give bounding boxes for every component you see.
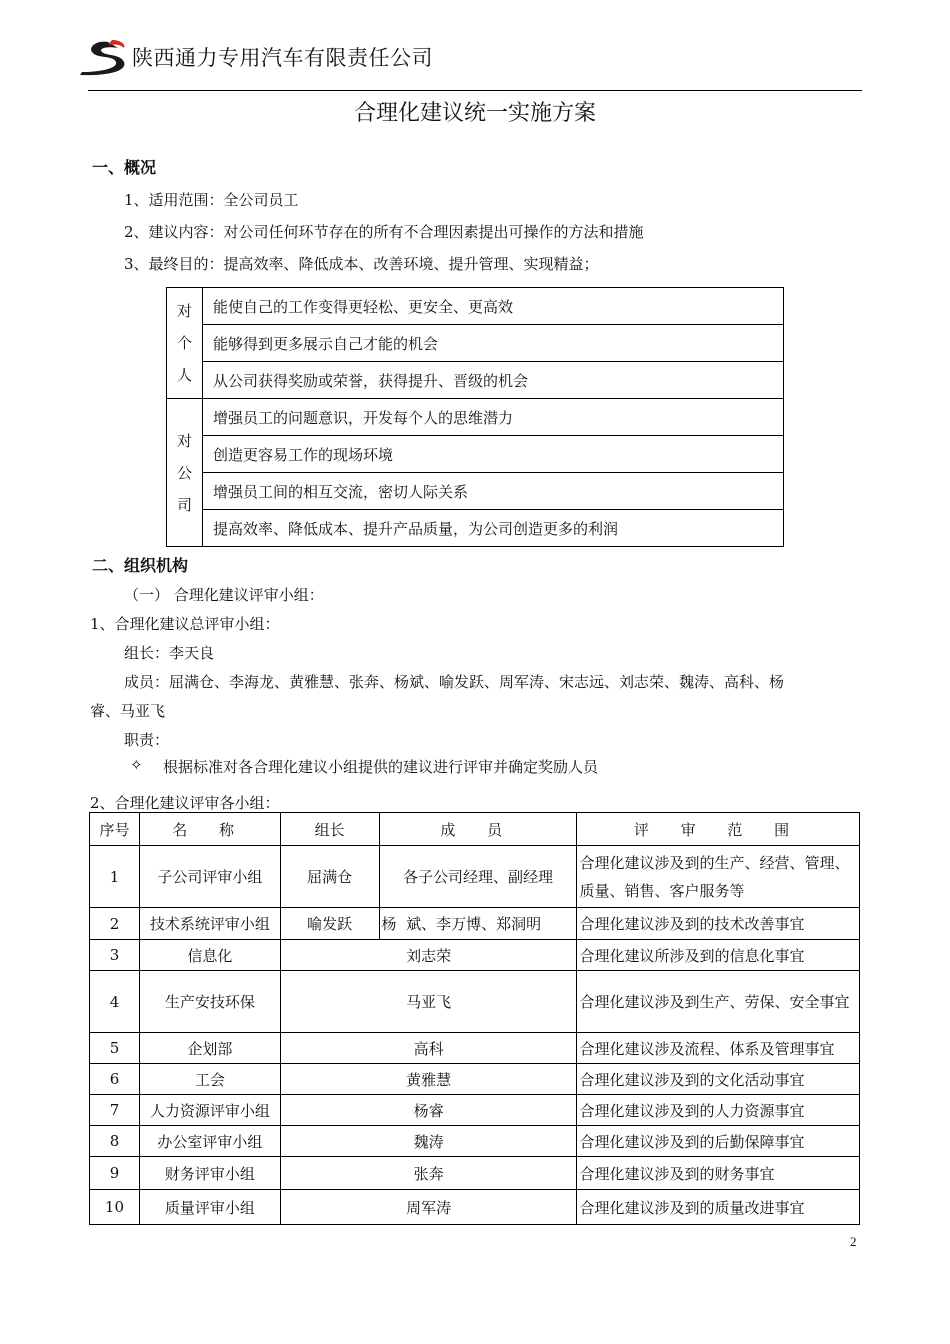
benefit-row: 能够得到更多展示自己才能的机会 [203, 325, 784, 362]
page-number: 2 [850, 1234, 857, 1249]
benefit-row: 提高效率、降低成本、提升产品质量，为公司创造更多的利润 [203, 510, 784, 547]
overview-item-goal: 3、最终目的：提高效率、降低成本、改善环境、提升管理、实现精益； [124, 255, 599, 273]
row-name: 技术系统评审小组 [139, 908, 280, 940]
benefit-row: 能使自己的工作变得更轻松、更安全、更高效 [203, 288, 784, 325]
row-leader: 屈满仓 [280, 846, 379, 908]
overview-item-scope: 1、适用范围：全公司员工 [124, 191, 299, 209]
group-leader: 组长：李天良 [124, 644, 215, 662]
overview-item-content: 2、建议内容：对公司任何环节存在的所有不合理因素提出可操作的方法和措施 [124, 223, 644, 241]
group-members-line1: 成员：屈满仓、李海龙、黄雅慧、张奔、杨斌、喻发跃、周军涛、宋志远、刘志荣、魏涛、高科、杨 [124, 673, 785, 691]
row-name: 企划部 [139, 1033, 280, 1064]
table-row [90, 1190, 860, 1225]
row-person: 杨睿 [280, 1095, 577, 1126]
benefit-group-char: 司 [176, 495, 192, 514]
sub-groups-title: 2、合理化建议评审各小组： [90, 794, 280, 812]
row-no: 8 [90, 1126, 140, 1157]
row-scope: 合理化建议涉及到的后勤保障事宜 [577, 1126, 860, 1157]
row-no: 3 [90, 940, 140, 971]
group-members-line2: 睿、马亚飞 [90, 702, 166, 720]
row-no: 4 [90, 971, 140, 1033]
benefit-group-char: 对 [176, 302, 192, 320]
row-name: 财务评审小组 [139, 1157, 280, 1190]
row-person: 张奔 [280, 1157, 577, 1190]
table-header-name: 名 称 [139, 813, 280, 846]
benefit-row: 创造更容易工作的现场环境 [203, 436, 784, 473]
row-no: 6 [90, 1064, 140, 1095]
header-rule [88, 90, 862, 91]
table-header-no: 序号 [90, 813, 140, 846]
benefit-group-company [167, 399, 203, 547]
benefit-group-individual [167, 288, 203, 399]
row-no: 10 [90, 1190, 140, 1225]
row-name: 人力资源评审小组 [139, 1095, 280, 1126]
row-scope: 合理化建议涉及到的人力资源事宜 [577, 1095, 860, 1126]
table-row [90, 940, 860, 971]
benefit-group-char: 人 [176, 366, 192, 384]
row-scope: 合理化建议涉及到生产、劳保、安全事宜 [577, 971, 860, 1033]
benefit-row: 增强员工的问题意识，开发每个人的思维潜力 [203, 399, 784, 436]
row-person: 魏涛 [280, 1126, 577, 1157]
row-person: 马亚飞 [280, 971, 577, 1033]
row-person: 周军涛 [280, 1190, 577, 1225]
benefit-group-char: 对 [176, 431, 192, 450]
benefit-row: 增强员工间的相互交流，密切人际关系 [203, 473, 784, 510]
row-person: 刘志荣 [280, 940, 577, 971]
row-members: 各子公司经理、副经理 [379, 846, 577, 908]
duty-item: 根据标准对各合理化建议小组提供的建议进行评审并确定奖励人员 [163, 758, 599, 776]
table-header-scope: 评 审 范 围 [577, 813, 860, 846]
row-leader: 喻发跃 [280, 908, 379, 940]
table-row [90, 1157, 860, 1190]
row-scope: 合理化建议涉及到的质量改进事宜 [577, 1190, 860, 1225]
duty-label: 职责： [124, 731, 170, 749]
table-header-members: 成 员 [379, 813, 577, 846]
row-no: 2 [90, 908, 140, 940]
row-name: 生产安技环保 [139, 971, 280, 1033]
row-person: 高科 [280, 1033, 577, 1064]
review-groups-table [89, 812, 860, 1225]
row-no: 7 [90, 1095, 140, 1126]
row-scope: 合理化建议涉及到的生产、经营、管理、质量、销售、客户服务等 [577, 846, 860, 908]
row-name: 办公室评审小组 [139, 1126, 280, 1157]
table-row [90, 1126, 860, 1157]
company-name: 陕西通力专用汽车有限责任公司 [132, 46, 433, 70]
row-name: 子公司评审小组 [139, 846, 280, 908]
table-row [90, 846, 860, 908]
document-title: 合理化建议统一实施方案 [353, 101, 596, 126]
table-row [90, 971, 860, 1033]
row-name: 工会 [139, 1064, 280, 1095]
row-members: 杨 斌、李万博、郑洞明 [379, 908, 577, 940]
general-review-group-title: 1、合理化建议总评审小组： [90, 615, 280, 633]
table-row [90, 908, 860, 940]
row-scope: 合理化建议涉及到的财务事宜 [577, 1157, 860, 1190]
row-scope: 合理化建议涉及流程、体系及管理事宜 [577, 1033, 860, 1064]
table-header-leader: 组长 [280, 813, 379, 846]
row-person: 黄雅慧 [280, 1064, 577, 1095]
row-scope: 合理化建议所涉及到的信息化事宜 [577, 940, 860, 971]
benefit-group-char: 公 [176, 463, 192, 482]
row-scope: 合理化建议涉及到的文化活动事宜 [577, 1064, 860, 1095]
row-no: 5 [90, 1033, 140, 1064]
section1-heading: 一、概况 [92, 158, 157, 177]
benefit-table [166, 287, 784, 547]
company-logo-icon [78, 38, 134, 78]
table-row [90, 1095, 860, 1126]
benefit-group-char: 个 [176, 334, 192, 352]
table-row [90, 1033, 860, 1064]
row-no: 1 [90, 846, 140, 908]
review-group-subheading: （一） 合理化建议评审小组： [124, 586, 324, 604]
section2-heading: 二、组织机构 [92, 556, 189, 575]
row-name: 质量评审小组 [139, 1190, 280, 1225]
table-row [90, 1064, 860, 1095]
benefit-row: 从公司获得奖励或荣誉，获得提升、晋级的机会 [203, 362, 784, 399]
row-scope: 合理化建议涉及到的技术改善事宜 [577, 908, 860, 940]
diamond-bullet-icon: ✧ [130, 756, 143, 774]
row-name: 信息化 [139, 940, 280, 971]
row-no: 9 [90, 1157, 140, 1190]
